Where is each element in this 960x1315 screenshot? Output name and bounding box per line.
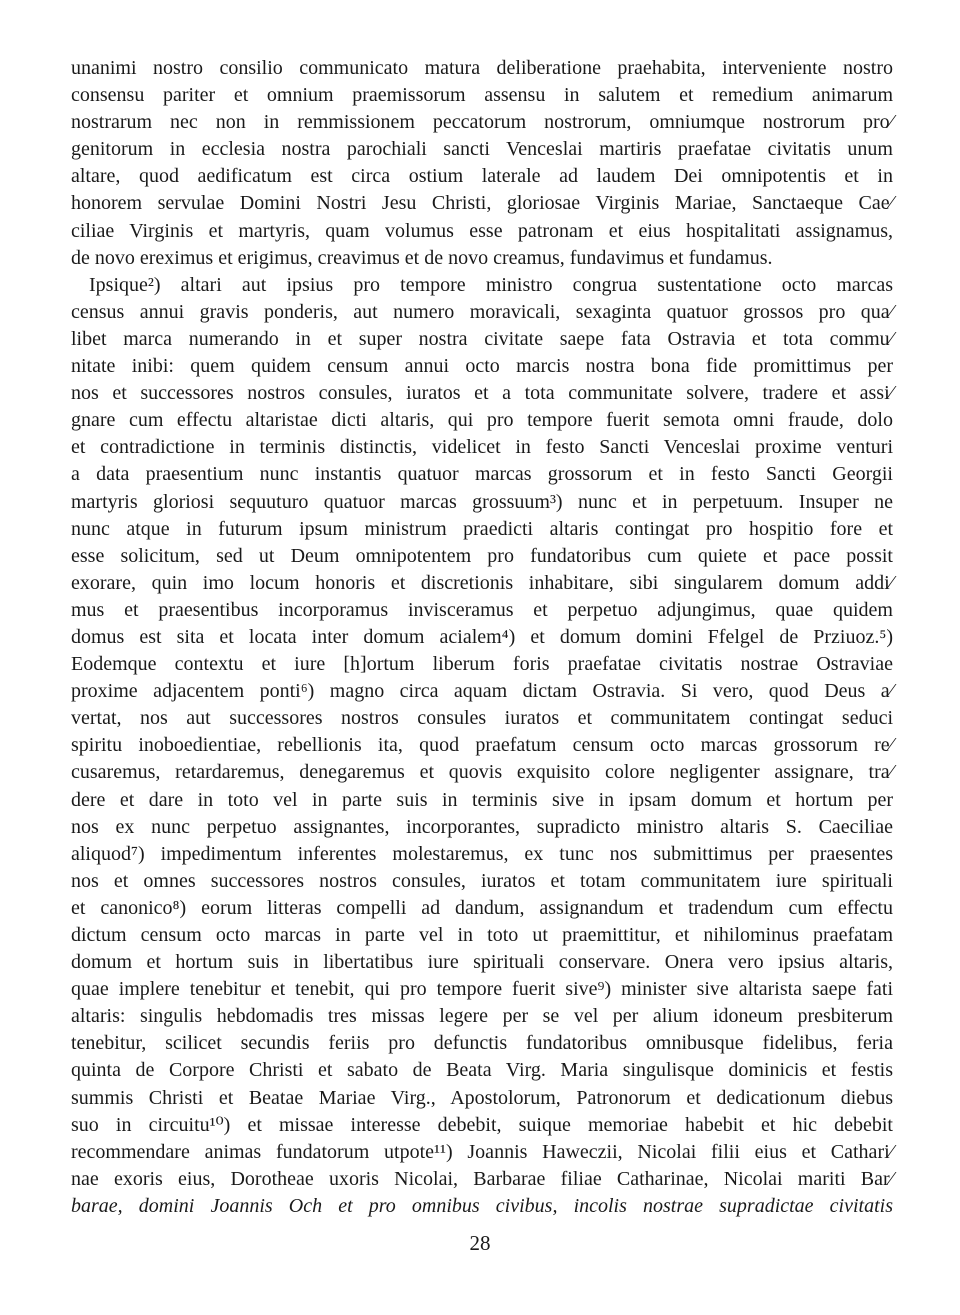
page-number: 28 xyxy=(469,1231,491,1255)
text-line: Eodemque contextu et iure [h]ortum liberum foris praefatae civitatis nostrae Ostraviae xyxy=(71,653,893,676)
text-line: barae, domini Joannis Och et pro omnibus civibus, incolis nostrae supradictae civitatis xyxy=(71,1194,893,1217)
text-line: nos et omnes successores nostros consules, iuratos et totam communitatem iure spirituali xyxy=(71,869,893,892)
text-line: a data praesentium nunc instantis quatuor marcas grossorum et in festo Sancti Georgii xyxy=(71,463,893,486)
text-line: ciliae Virginis et martyris, quam volumus esse patronam et eius hospitalitati assignamus, xyxy=(71,219,893,242)
text-line: census annui gravis ponderis, aut numero moravicali, sexaginta quatuor grossos pro qua⁄ xyxy=(71,300,893,323)
text-line: vertat, nos aut successores nostros consules iuratos et communitatem contingat seduci xyxy=(71,707,893,730)
text-line: exorare, quin imo locum honoris et discretionis inhabitare, sibi singularem domum addi⁄ xyxy=(71,571,893,594)
text-line: nos et successores nostros consules, iuratos et a tota communitate solvere, tradere et assi⁄ xyxy=(71,382,893,405)
text-line: summis Christi et Beatae Mariae Virg., Apostolorum, Patronorum et dedicationum diebus xyxy=(71,1086,893,1109)
text-line: aliquod⁷) impedimentum inferentes molestaremus, ex tunc nos submittimus per praesentes xyxy=(71,842,893,865)
text-line: altaris: singulis hebdomadis tres missas legere per se vel per alium idoneum presbiterum xyxy=(71,1005,893,1028)
text-line: domum et hortum suis in libertatibus iure spirituali conservare. Onera vero ipsius altaris, xyxy=(71,951,893,974)
text-line: nostrarum nec non in remmissionem peccatorum nostrorum, omniumque nostrorum pro⁄ xyxy=(71,111,893,134)
text-line: nae exoris eius, Dorotheae uxoris Nicolai, Barbarae filiae Catharinae, Nicolai mariti Bar⁄ xyxy=(71,1167,893,1190)
text-line: altare, quod aedificatum est circa ostium laterale ad laudem Dei omnipotentis et in xyxy=(71,165,893,188)
text-line: domus est sita et locata inter domum acialem⁴) et domum domini Ffelgel de Prziuoz.⁵) xyxy=(71,625,893,648)
text-line: libet marca numerando in et super nostra civitate saepe fata Ostravia et tota commu⁄ xyxy=(71,327,893,350)
text-line: genitorum in ecclesia nostra parochiali sancti Venceslai martiris praefatae civitatis unum xyxy=(71,138,893,161)
text-line: nunc atque in futurum ipsum ministrum praedicti altaris contingat pro hospitio fore et xyxy=(71,517,893,540)
text-line: quae implere tenebitur et tenebit, qui pro tempore fuerit sive⁹) minister sive altarista saepe fati xyxy=(71,978,893,1001)
text-line: spiritu inoboedientiae, rebellionis ita, quod praefatum censum octo marcas grossorum re⁄ xyxy=(71,734,893,757)
text-line: cusaremus, retardaremus, denegaremus et quovis exquisito colore negligenter assignare, tra⁄ xyxy=(71,761,893,784)
text-line: mus et praesentibus incorporamus invisceramus et perpetuo adjungimus, quae quidem xyxy=(71,598,893,621)
text-line: dere et dare in toto vel in parte suis in terminis sive in ipsam domum et hortum per xyxy=(71,788,893,811)
text-line: proxime adjacentem ponti⁶) magno circa aquam dictam Ostravia. Si vero, quod Deus a⁄ xyxy=(71,680,893,703)
text-line: et contradictione in terminis distinctis, videlicet in festo Sancti Venceslai proxime venturi xyxy=(71,436,893,459)
text-line: consensu pariter et omnium praemissorum assensu in salutem et remedium animarum xyxy=(71,84,893,107)
text-line: honorem servulae Domini Nostri Jesu Christi, gloriosae Virginis Mariae, Sanctaeque Cae⁄ xyxy=(71,192,893,215)
text-line: tenebitur, scilicet secundis feriis pro defunctis fundatoribus omnibusque fidelibus, feria xyxy=(71,1032,893,1055)
text-line: Ipsique²) altari aut ipsius pro tempore ministro congrua sustentatione octo marcas xyxy=(89,273,893,296)
text-line: esse solicitum, sed ut Deum omnipotentem pro fundatoribus cum quiete et pace possit xyxy=(71,544,893,567)
text-line: martyris gloriosi sequuturo quatuor marcas grossuum³) nunc et in perpetuum. Insuper ne xyxy=(71,490,893,513)
text-line: unanimi nostro consilio communicato matura deliberatione praehabita, interveniente nostro xyxy=(71,57,893,79)
text-line: nos ex nunc perpetuo assignantes, incorporantes, supradicto ministro altaris S. Caeciliae xyxy=(71,815,893,838)
text-line: et canonico⁸) eorum litteras compelli ad dandum, assignandum et tradendum cum effectu xyxy=(71,896,893,919)
text-line: nitate inibi: quem quidem censum annui octo marcis nostra bona fide promittimus per xyxy=(71,355,893,378)
text-line: de novo ereximus et erigimus, creavimus et de novo creamus, fundavimus et fundamus. xyxy=(71,246,773,269)
text-block xyxy=(71,55,893,1220)
text-line: recommendare animas fundatorum utpote¹¹) Joannis Haweczii, Nicolai filii eius et Cathari⁄ xyxy=(71,1140,893,1163)
text-line: quinta de Corpore Christi et sabato de Beata Virg. Maria singulisque dominicis et festis xyxy=(71,1059,893,1082)
text-line: gnare cum effectu altaristae dicti altaris, qui pro tempore fuerit semota omni fraude, dolo xyxy=(71,409,893,432)
text-line: dictum censum octo marcas in parte vel in toto ut praemittitur, et nihilominus praefatam xyxy=(71,924,893,946)
text-line: suo in circuitu¹⁰) et missae interesse debebit, suique memoriae habebit et hic debebit xyxy=(71,1113,893,1136)
